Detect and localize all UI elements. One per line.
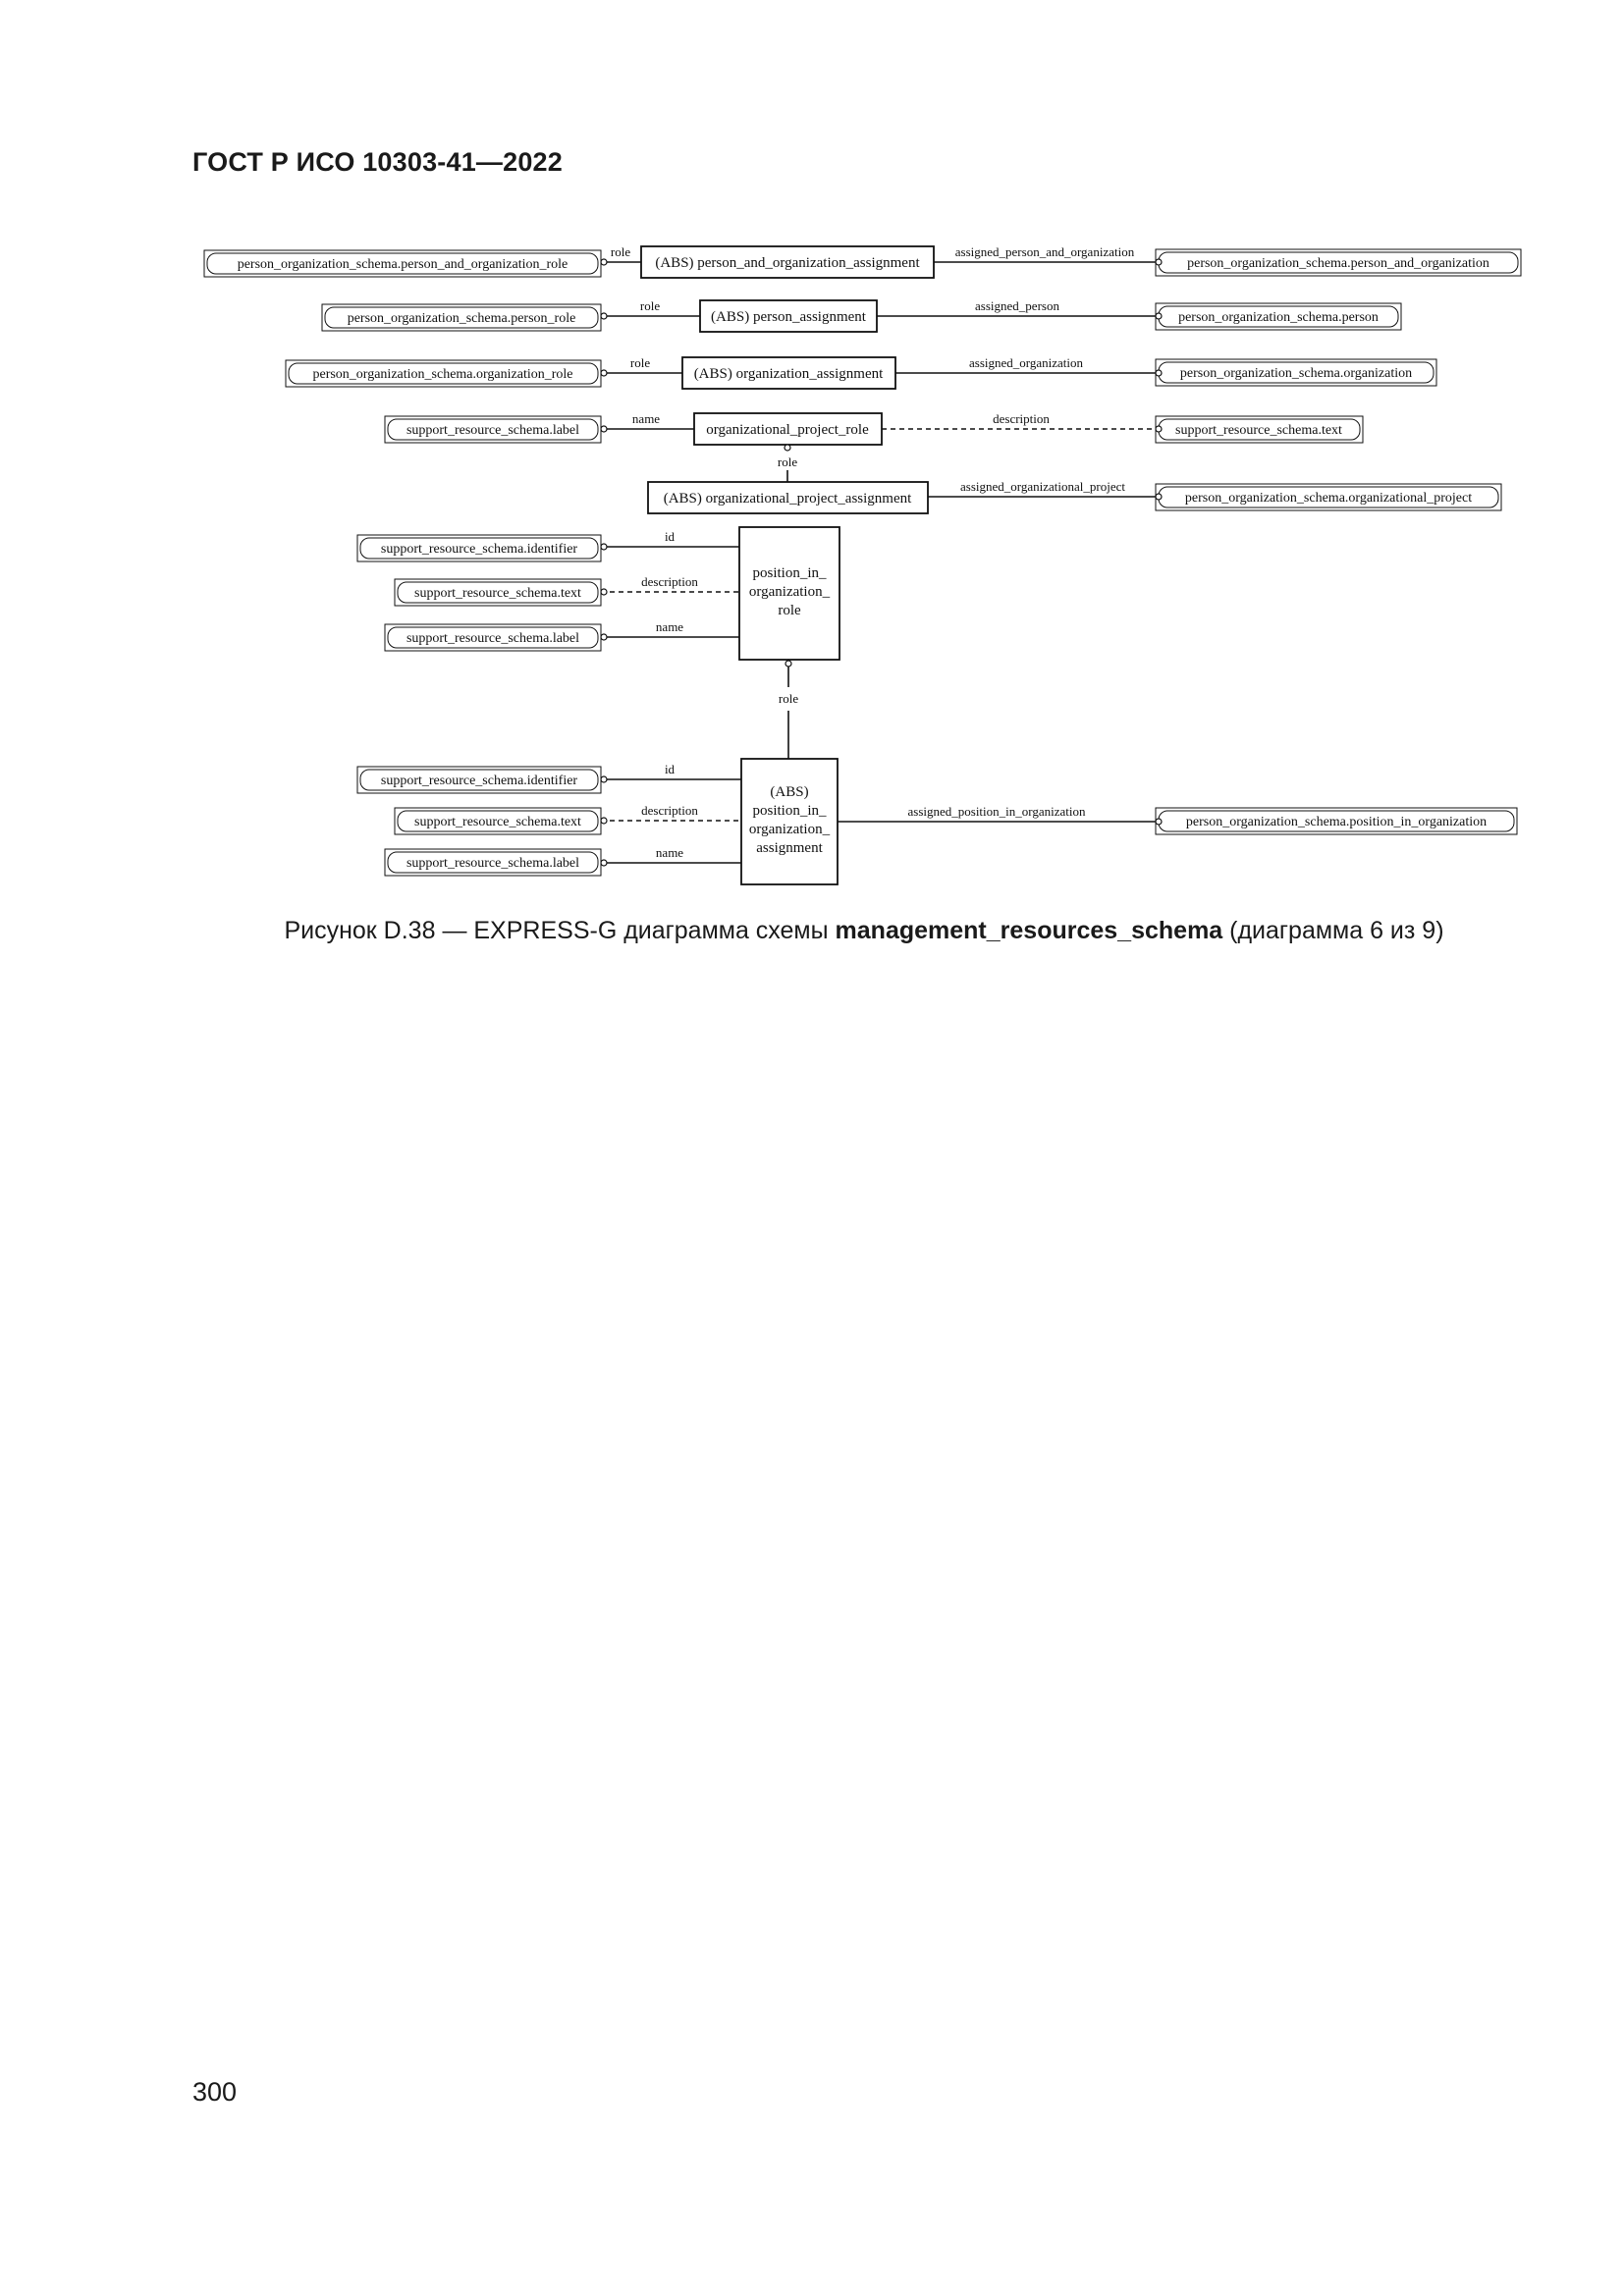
ref-label-identifier-2: support_resource_schema.identifier (380, 774, 578, 788)
entity-label-poa-line-3: organization_ (748, 822, 831, 837)
rel-label-assigned-position-in-organization: assigned_position_in_organization (907, 804, 1086, 819)
ref-label-label-2: support_resource_schema.label (406, 631, 580, 646)
ref-label-person-and-organization: person_organization_schema.person_and_organization (1187, 256, 1489, 271)
entity-label-person-and-organization-assignment: (ABS) person_and_organization_assignment (655, 255, 920, 271)
ref-label-text-1: support_resource_schema.text (414, 586, 581, 601)
ref-label-organization: person_organization_schema.organization (1179, 366, 1413, 381)
rel-label-description-3: description (641, 803, 698, 818)
rel-label-assigned-person-and-organization: assigned_person_and_organization (954, 244, 1135, 259)
entity-label-por-line-1: position_in_ (752, 565, 827, 581)
ref-label-person-and-organization-role: person_organization_schema.person_and_organization_role (237, 257, 568, 272)
rel-label-name-2: name (655, 619, 684, 634)
rel-label-id-2: id (664, 762, 676, 776)
ref-label-label-3: support_resource_schema.label (406, 856, 580, 871)
rel-label-assigned-organization: assigned_organization (968, 355, 1084, 370)
rel-label-role-4: role (777, 454, 798, 469)
rel-label-role-2: role (639, 298, 661, 313)
ref-label-person-role: person_organization_schema.person_role (347, 311, 576, 326)
ref-label-position-in-organization: person_organization_schema.position_in_organization (1185, 815, 1488, 829)
figure-caption (0, 917, 1624, 945)
entity-label-person-assignment: (ABS) person_assignment (711, 309, 866, 325)
rel-label-assigned-organizational-project: assigned_organizational_project (960, 479, 1125, 494)
caption-suffix: (диаграмма 6 из 9) (1222, 917, 1444, 944)
ref-label-identifier-1: support_resource_schema.identifier (380, 542, 578, 557)
ref-label-label-1: support_resource_schema.label (406, 423, 580, 438)
entity-label-por-line-2: organization_ (748, 584, 831, 600)
page-number: 300 (192, 2077, 238, 2107)
ref-label-text-2: support_resource_schema.text (414, 815, 581, 829)
rel-label-description-1: description (993, 411, 1050, 426)
rel-label-role-5: role (778, 691, 799, 706)
rel-label-id-1: id (664, 529, 676, 544)
rel-label-name-1: name (631, 411, 661, 426)
entity-label-poa-line-4: assignment (756, 840, 823, 856)
entity-label-por-line-3: role (778, 603, 801, 618)
rel-label-role-3: role (629, 355, 651, 370)
ref-label-organization-role: person_organization_schema.organization_role (312, 367, 573, 382)
entity-label-organizational-project-role: organizational_project_role (706, 422, 869, 438)
rel-label-name-3: name (655, 845, 684, 860)
entity-label-poa-line-1: (ABS) (770, 784, 809, 800)
entity-label-organization-assignment: (ABS) organization_assignment (693, 366, 884, 382)
caption-prefix: Рисунок D.38 — EXPRESS-G диаграмма схемы (284, 917, 836, 944)
rel-label-assigned-person: assigned_person (975, 298, 1059, 313)
ref-label-person: person_organization_schema.person (1178, 310, 1379, 325)
entity-label-organizational-project-assignment: (ABS) organizational_project_assignment (663, 491, 912, 507)
entity-label-poa-line-2: position_in_ (752, 803, 827, 819)
caption-schema-name: management_resources_schema (835, 917, 1223, 944)
express-g-diagram (0, 0, 1624, 923)
document-header: ГОСТ Р ИСО 10303-41—2022 (192, 147, 563, 177)
ref-label-text-3: support_resource_schema.text (1175, 423, 1342, 438)
rel-label-role-1: role (610, 244, 631, 259)
rel-label-description-2: description (641, 574, 698, 589)
ref-label-organizational-project: person_organization_schema.organizational_project (1184, 491, 1473, 506)
